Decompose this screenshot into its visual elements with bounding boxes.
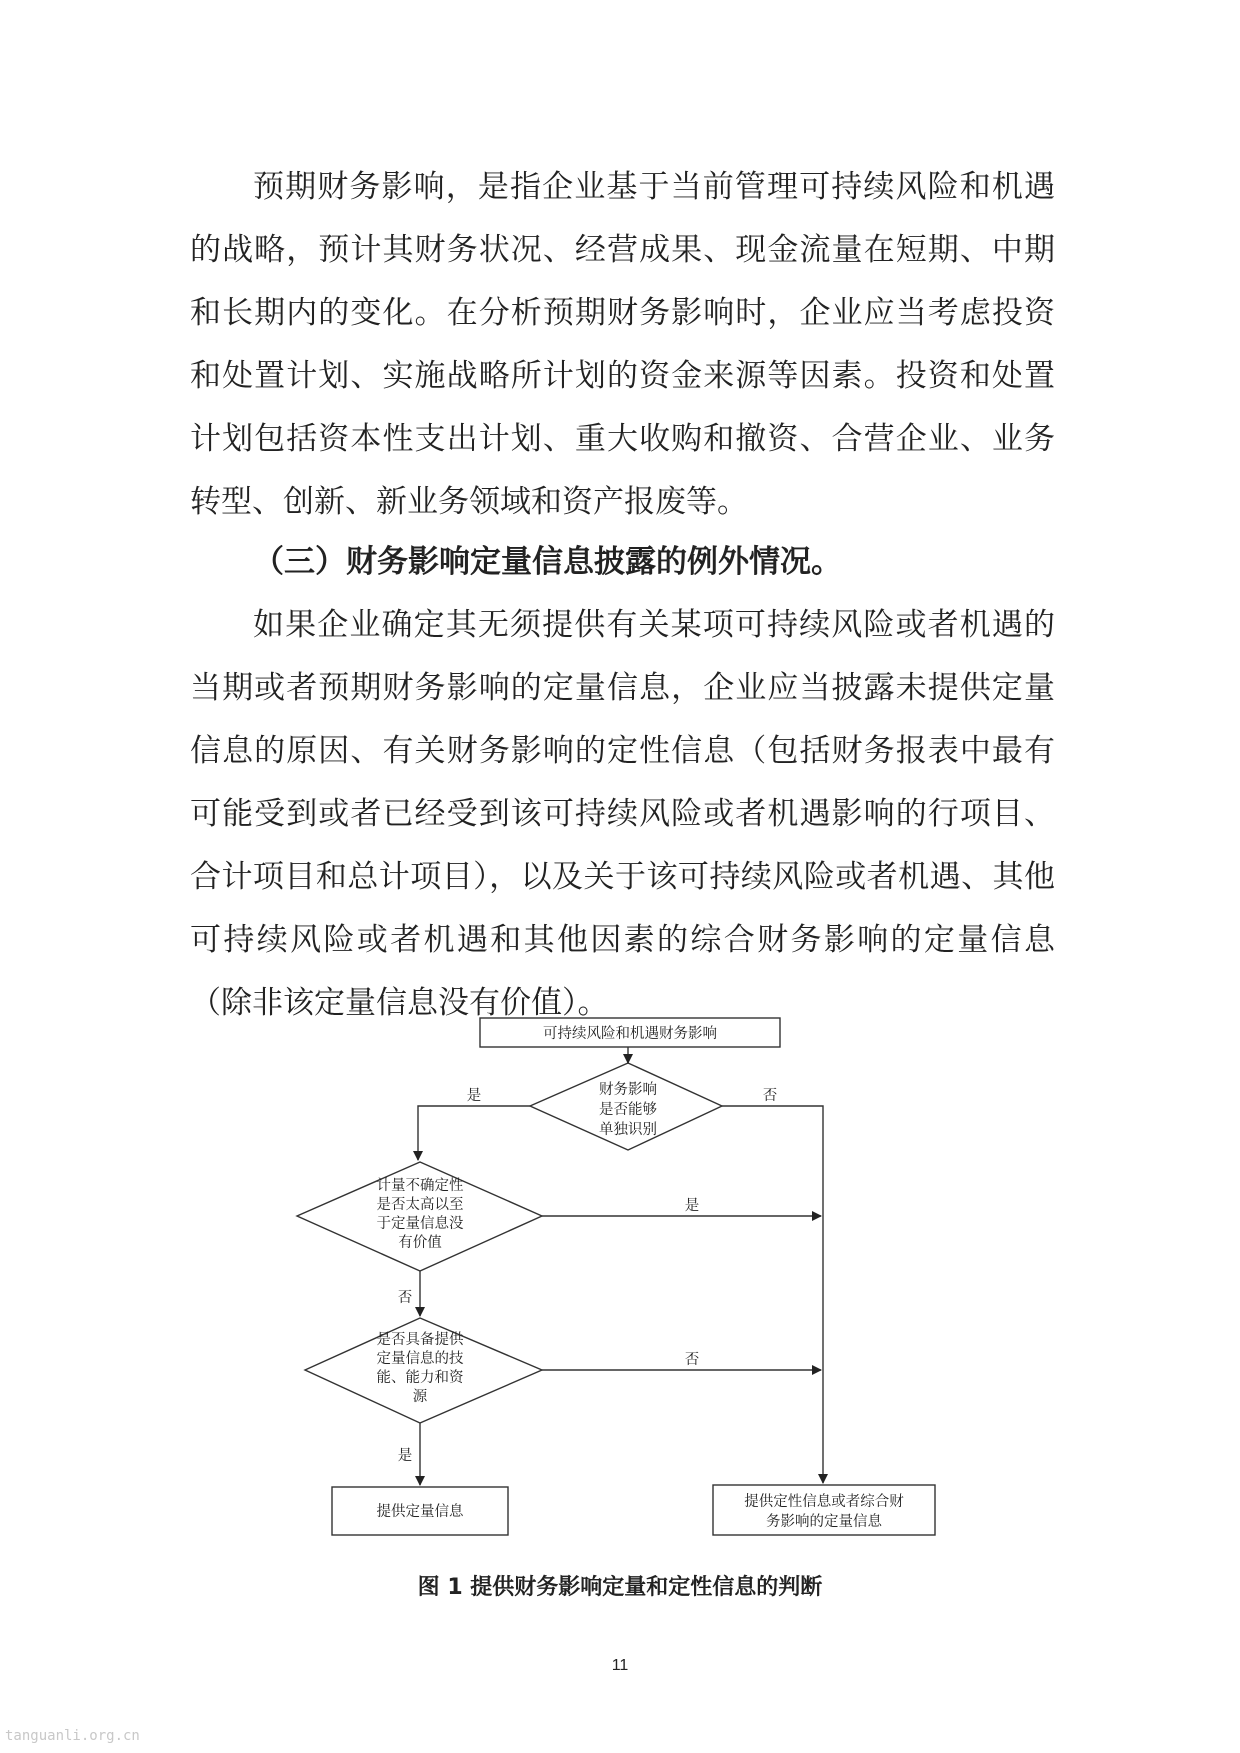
page-number: 11 <box>611 1657 629 1674</box>
decision3-line4: 源 <box>412 1389 428 1405</box>
decision2-line3: 于定量信息没 <box>376 1216 464 1232</box>
decision1-line1: 财务影响 <box>599 1082 657 1098</box>
d3-yes-label: 是 <box>397 1448 413 1464</box>
paragraph-exception-disclosure: 如果企业确定其无须提供有关某项可持续风险或者机遇的当期或者预期财务影响的定量信息，企业应当披露未提供定量信息的原因、有关财务影响的定性信息（包括财务报表中最有可能受到或者已经受到该可持续风险或者机遇影响的行项目、合计项目和总计项目），以及关于该可持续风险或者机遇、其他可持续风险或者机遇和其他因素的综合财务影响的定量信息（除非该定量信息没有价值）。 <box>190 607 1055 1021</box>
d1-no-label: 否 <box>762 1088 778 1104</box>
decision1-line2: 是否能够 <box>599 1102 657 1118</box>
paragraph-expected-financial-impact: 预期财务影响，是指企业基于当前管理可持续风险和机遇的战略，预计其财务状况、经营成果、现金流量在短期、中期和长期内的变化。在分析预期财务影响时，企业应当考虑投资和处置计划、实施战略所计划的资金来源等因素。投资和处置计划包括资本性支出计划、重大收购和撤资、合营企业、业务转型、创新、新业务领域和资产报废等。 <box>190 169 1055 520</box>
result-right-line1: 提供定性信息或者综合财 <box>744 1494 904 1510</box>
result-left-label: 提供定量信息 <box>376 1504 464 1520</box>
start-label: 可持续风险和机遇财务影响 <box>543 1026 717 1042</box>
decision3-line3: 能、能力和资 <box>376 1370 464 1386</box>
d3-no-label: 否 <box>684 1352 700 1368</box>
section-heading: （三）财务影响定量信息披露的例外情况。 <box>253 544 842 580</box>
d2-yes-label: 是 <box>684 1198 700 1214</box>
decision3-line1: 是否具备提供 <box>376 1332 464 1348</box>
result-right-line2: 务影响的定量信息 <box>766 1514 882 1530</box>
d1-yes-label: 是 <box>466 1088 482 1104</box>
d2-no-label: 否 <box>397 1290 413 1306</box>
decision1-line3: 单独识别 <box>599 1122 657 1138</box>
figure-caption: 图 1 提供财务影响定量和定性信息的判断 <box>417 1575 823 1600</box>
decision2-line1: 计量不确定性 <box>376 1178 464 1194</box>
decision2-line2: 是否太高以至 <box>376 1197 464 1213</box>
decision3-line2: 定量信息的技 <box>376 1351 464 1367</box>
watermark: tanguanli.org.cn <box>5 1728 140 1744</box>
decision2-line4: 有价值 <box>398 1235 442 1251</box>
